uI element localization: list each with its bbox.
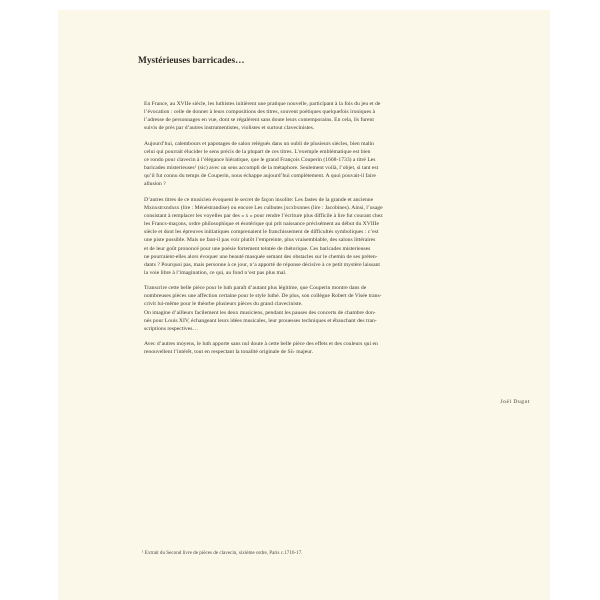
text-line: les Francs-maçons, ordre philosophique et ésotérique qui prit naissance précisément au début du XVIIIe: [144, 221, 379, 228]
article-body: [138, 100, 541, 356]
text-line: siècle et dont les épreuves initiatiques comprenaient le franchissement de difficultés symboliques : c’est: [144, 229, 379, 236]
text-line: une piste possible. Mais ne faut-il pas voir plutôt l’empreinte, plus vraisemblable, des salons littéraires: [144, 237, 376, 244]
text-line: celui qui pourrait élucider le sens précis de la plupart de ces titres. L’exemple emblématique est bien: [144, 148, 371, 155]
text-line: l’adresse de personnages en vue, dont se régalèrent sans doute leurs contemporains. En cela, ils furent: [144, 117, 374, 124]
text-line: et de leur goût prononcé pour une poésie fortement teintée de rhétorique. Ces baricades misterieuses: [144, 245, 371, 252]
text-line: ce rondo pour clavecin à l’élégance hiératique, que le grand François Couperin (1668-1733) a titré Les: [144, 156, 376, 163]
text-line: nombreuses pièces une affection certaine pour le style luthé. De plus, son collègue Robert de Visée trans-: [144, 293, 382, 300]
paragraph-4: [138, 284, 541, 308]
text-line: qu’il fut connu du temps de Couperin, nous échappe aujourd’hui complètement. A quoi pouvait-il faire: [144, 173, 376, 180]
text-line: suivis de près par d’autres instrumentistes, violistes et surtout clavecinistes.: [144, 125, 315, 132]
text-line: consistant à remplacer les voyelles par des « x » pour rendre l’écriture plus difficile à lire fut courant chez: [144, 212, 383, 219]
document-page: [58, 10, 550, 600]
footnote: ¹ Extrait du Second livre de pièces de clavecin, sixième ordre, Paris c.1716-17.: [142, 550, 303, 556]
text-line: En France, au XVIIe siècle, les luthistes initièrent une pratique nouvelle, participant à la fois du jeu et de: [144, 101, 381, 107]
page-title: Mystérieuses barricades…: [138, 56, 245, 66]
text-line: Transcrire cette belle pièce pour le luth paraît d’autant plus légitime, que Couperin montre dans de: [144, 285, 367, 292]
paragraph-2: [138, 140, 541, 189]
text-line: ne pourraient-elles alors évoquer une beauté masquée semant des obstacles sur le chemin de ses préten-: [144, 253, 378, 260]
paragraph-6: [138, 340, 541, 356]
text-line: Aujourd’hui, calembours et papotages de salon relégués dans un oubli de plusieurs siècles, bien malin: [144, 140, 374, 147]
text-line: l’évocation : celle de donner à leurs compositions des titres, souvent poétiques quelquefois ironiques à: [144, 109, 376, 116]
text-line: On imagine d’ailleurs facilement les deux musiciens, pendant les pauses des concerts de chambre don-: [144, 309, 376, 316]
text-line: renouvellent l’intérêt, tout en respectant la tonalité originale de Si♭ majeur.: [144, 349, 314, 356]
text-line: la voie libre à l’imagination, ce qui, au fond n’est pas plus mal.: [144, 269, 287, 276]
text-line: dants ? Pourquoi pas, mais personne à ce jour, n’a apporté de réponse décisive à ce petit mystère laissant: [144, 261, 380, 268]
text-line: allusion ?: [144, 181, 166, 188]
text-line: scriptions respectives…: [144, 325, 199, 332]
text-line: Avec d’autres moyens, le luth apporte sans nul doute à cette belle pièce des effets et des couleurs qui en: [144, 341, 378, 348]
text-line: crivit lui-même pour le théorbe plusieurs pièces du grand claveciniste.: [144, 301, 303, 308]
text-line: Mxnxstrxndxsx (lire : Ménéstrandise) ou encore Les culbutes jxcxbxnnes (lire : Jacobines). Ainsi, l’usage: [144, 204, 383, 211]
author-signature: Joël Dugot: [500, 399, 530, 405]
paragraph-3: [138, 196, 541, 278]
paragraph-5: [138, 309, 541, 333]
text-line: baricades misterieuses¹ (sic) avec un sens accompli de la métaphore. Seulement voilà, l’objet, si tant est: [144, 165, 379, 172]
paragraph-1: [138, 100, 541, 133]
text-line: nés pour Louis XIV, échangeant leurs idées musicales, leur prouesses techniques et ébauchant des tran-: [144, 317, 377, 324]
text-line: D’autres titres de ce musicien évoquent le secret de façon insolite: Les fastes de la grande et ancienne: [144, 196, 374, 203]
